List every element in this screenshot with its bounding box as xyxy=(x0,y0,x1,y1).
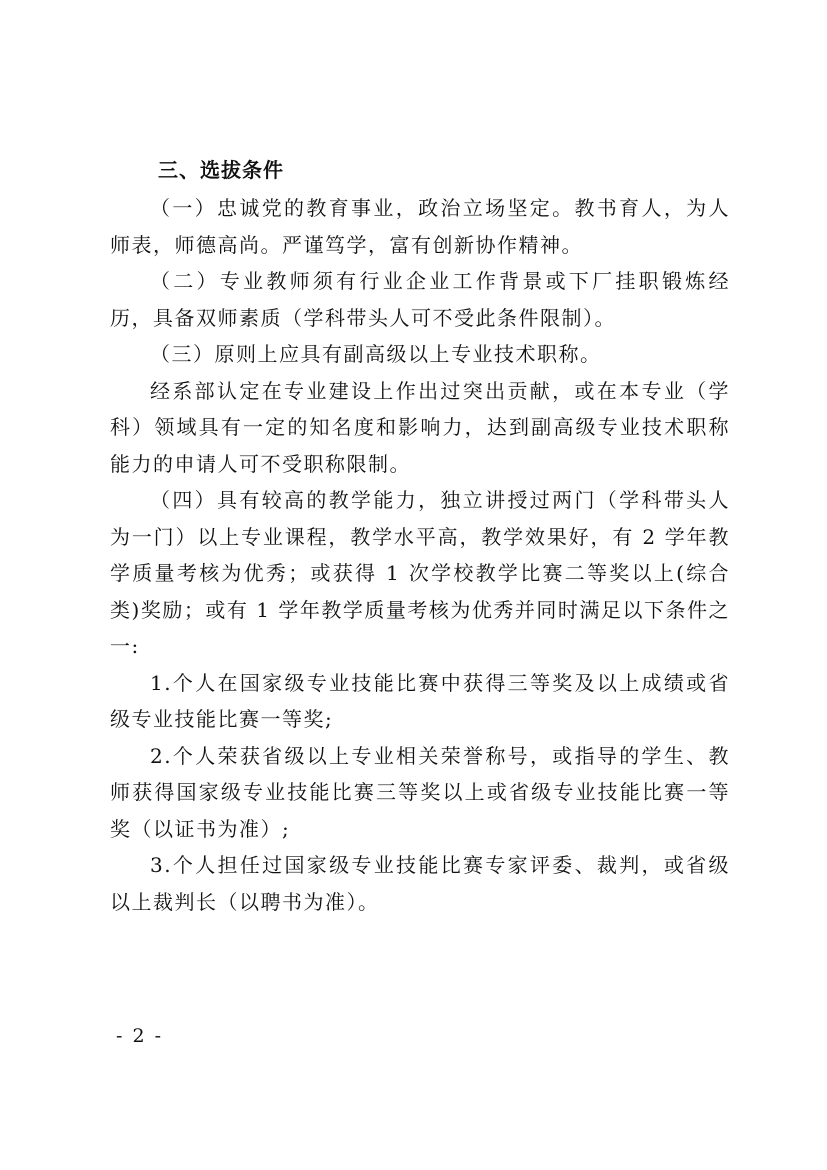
paragraph-condition-3: 3.个人担任过国家级专业技能比赛专家评委、裁判，或省级以上裁判长（以聘书为准）。 xyxy=(110,853,730,914)
paragraph-industry-background: （二）专业教师须有行业企业工作背景或下厂挂职锻炼经历，具备双师素质（学科带头人可不受此条件限制）。 xyxy=(110,269,730,330)
paragraph-teaching-ability: （四）具有较高的教学能力，独立讲授过两门（学科带头人为一门）以上专业课程，教学水平高，教学效果好，有 2 学年教学质量考核为优秀；或获得 1 次学校教学比赛二等奖以上(综合类)奖励；或有 1 学年教学质量考核为优秀并同时满足以下条件之一: xyxy=(110,488,730,658)
document-body xyxy=(110,150,730,920)
paragraph-condition-1: 1.个人在国家级专业技能比赛中获得三等奖及以上成绩或省级专业技能比赛一等奖; xyxy=(110,670,730,731)
paragraph-title-exemption: 经系部认定在专业建设上作出过突出贡献，或在本专业（学科）领域具有一定的知名度和影响力，达到副高级专业技术职称能力的申请人可不受职称限制。 xyxy=(110,378,730,476)
paragraph-professional-title: （三）原则上应具有副高级以上专业技术职称。 xyxy=(150,342,602,366)
paragraph-loyalty: （一）忠诚党的教育事业，政治立场坚定。教书育人，为人师表，师德高尚。严谨笃学，富有创新协作精神。 xyxy=(110,196,730,257)
paragraph-condition-2: 2.个人荣获省级以上专业相关荣誉称号，或指导的学生、教师获得国家级专业技能比赛三等奖以上或省级专业技能比赛一等奖（以证书为准）; xyxy=(110,743,730,841)
section-heading: 三、选拔条件 xyxy=(158,158,284,182)
page-number: - 2 - xyxy=(116,1025,164,1047)
